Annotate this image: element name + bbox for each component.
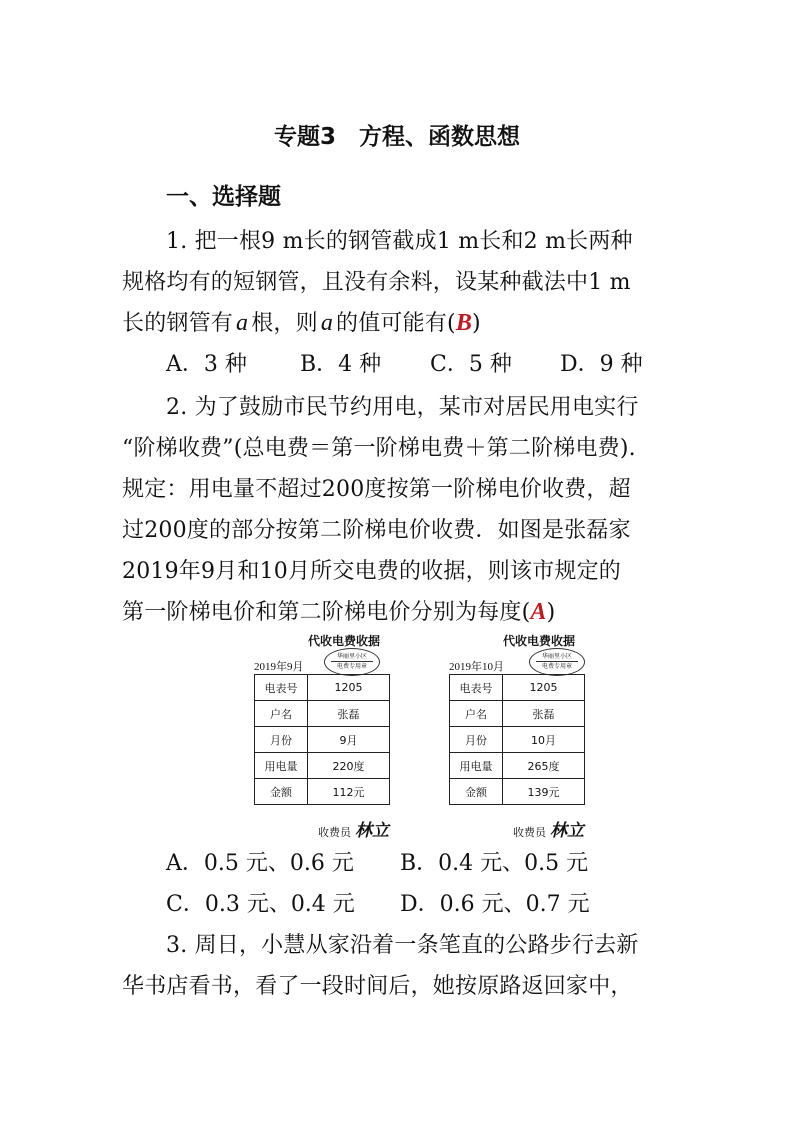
cell-label: 用电量 xyxy=(450,753,503,779)
cell-value: 139元 xyxy=(503,779,585,805)
receipt-table xyxy=(254,674,390,805)
cell-value: 9月 xyxy=(308,727,390,753)
cell-label: 电表号 xyxy=(450,675,503,701)
q2-option-d: D．0.6 元、0.7 元 xyxy=(400,892,590,917)
q3-line-2: 华书店看书，看了一段时间后，她按原路返回家中， xyxy=(122,974,633,999)
q2-line-1: 2. 为了鼓励市民节约用电，某市对居民用电实行 xyxy=(166,395,639,420)
signature: 林立 xyxy=(355,821,389,841)
q2-text-pre: 第一阶梯电价和第二阶梯电价分别为每度( xyxy=(122,600,531,625)
q1-option-b: B．4 种 xyxy=(300,352,382,377)
table-row xyxy=(450,727,585,753)
q2-answer: A xyxy=(530,599,547,625)
table-row xyxy=(255,779,390,805)
q2-line-5: 2019年9月和10月所交电费的收据，则该市规定的 xyxy=(122,559,621,584)
cell-value: 张磊 xyxy=(503,701,585,727)
q1-option-a: A．3 种 xyxy=(166,352,247,377)
receipt-october xyxy=(449,628,629,841)
q1-line-1: 1. 把一根9 m长的钢管截成1 m长和2 m长两种 xyxy=(166,229,633,254)
table-row xyxy=(255,675,390,701)
q1-var-a: a xyxy=(236,310,249,336)
q2-option-a: A．0.5 元、0.6 元 xyxy=(166,851,354,876)
q2-close-paren: ) xyxy=(546,600,556,625)
receipt-month: 2019年10月 xyxy=(449,661,504,673)
table-row xyxy=(255,753,390,779)
q1-option-c: C．5 种 xyxy=(430,352,512,377)
cell-value: 112元 xyxy=(308,779,390,805)
cell-value: 1205 xyxy=(308,675,390,701)
q2-option-c: C．0.3 元、0.4 元 xyxy=(166,892,355,917)
receipt-table xyxy=(449,674,585,805)
stamp-seal xyxy=(529,648,585,676)
cell-label: 电表号 xyxy=(255,675,308,701)
receipt-title: 代收电费收据 xyxy=(502,634,575,648)
cell-label: 月份 xyxy=(255,727,308,753)
stamp-top-text: 华丽里小区 xyxy=(331,652,373,662)
receipt-september xyxy=(254,628,434,841)
stamp-top-text: 华丽里小区 xyxy=(536,652,578,662)
q1-answer: B xyxy=(455,310,473,336)
q1-var-a-2: a xyxy=(320,310,334,336)
q2-line-6 xyxy=(122,595,682,626)
receipt-title: 代收电费收据 xyxy=(307,634,380,648)
cell-value: 265度 xyxy=(503,753,585,779)
signature: 林立 xyxy=(550,821,584,841)
section-heading: 一、选择题 xyxy=(166,184,281,210)
page-title: 专题3 方程、函数思想 xyxy=(273,124,520,150)
collector-line xyxy=(318,816,389,841)
cell-value: 张磊 xyxy=(308,701,390,727)
collector-label: 收费员 xyxy=(513,826,546,839)
cell-label: 户名 xyxy=(255,701,308,727)
table-row xyxy=(255,727,390,753)
table-row xyxy=(450,779,585,805)
cell-label: 金额 xyxy=(255,779,308,805)
cell-label: 金额 xyxy=(450,779,503,805)
q1-text-post: 的值可能有( xyxy=(336,311,456,336)
q1-option-d: D．9 种 xyxy=(560,352,643,377)
table-row xyxy=(450,701,585,727)
cell-label: 用电量 xyxy=(255,753,308,779)
collector-line xyxy=(513,816,584,841)
q1-text-mid: 根，则 xyxy=(251,311,318,336)
q2-line-3: 规定：用电量不超过200度按第一阶梯电价收费，超 xyxy=(122,477,631,502)
cell-label: 户名 xyxy=(450,701,503,727)
q1-close-paren: ) xyxy=(472,311,481,336)
table-row xyxy=(255,701,390,727)
cell-value: 220度 xyxy=(308,753,390,779)
cell-label: 月份 xyxy=(450,727,503,753)
q2-line-2: “阶梯收费”(总电费＝第一阶梯电费＋第二阶梯电费). xyxy=(122,436,636,461)
stamp-seal xyxy=(324,648,380,676)
q1-line-2: 规格均有的短钢管，且没有余料，设某种截法中1 m xyxy=(122,270,631,295)
q3-line-1: 3. 周日，小慧从家沿着一条笔直的公路步行去新 xyxy=(166,933,639,958)
q2-option-b: B．0.4 元、0.5 元 xyxy=(400,851,589,876)
receipt-month: 2019年9月 xyxy=(254,661,304,673)
q1-text-pre: 长的钢管有 xyxy=(122,311,234,336)
table-row xyxy=(450,753,585,779)
cell-value: 1205 xyxy=(503,675,585,701)
stamp-bottom-text: 电费专用章 xyxy=(541,663,572,670)
cell-value: 10月 xyxy=(503,727,585,753)
collector-label: 收费员 xyxy=(318,826,351,839)
table-row xyxy=(450,675,585,701)
q2-line-4: 过200度的部分按第二阶梯电价收费．如图是张磊家 xyxy=(122,518,631,543)
stamp-bottom-text: 电费专用章 xyxy=(336,663,367,670)
q1-line-3 xyxy=(122,306,682,337)
